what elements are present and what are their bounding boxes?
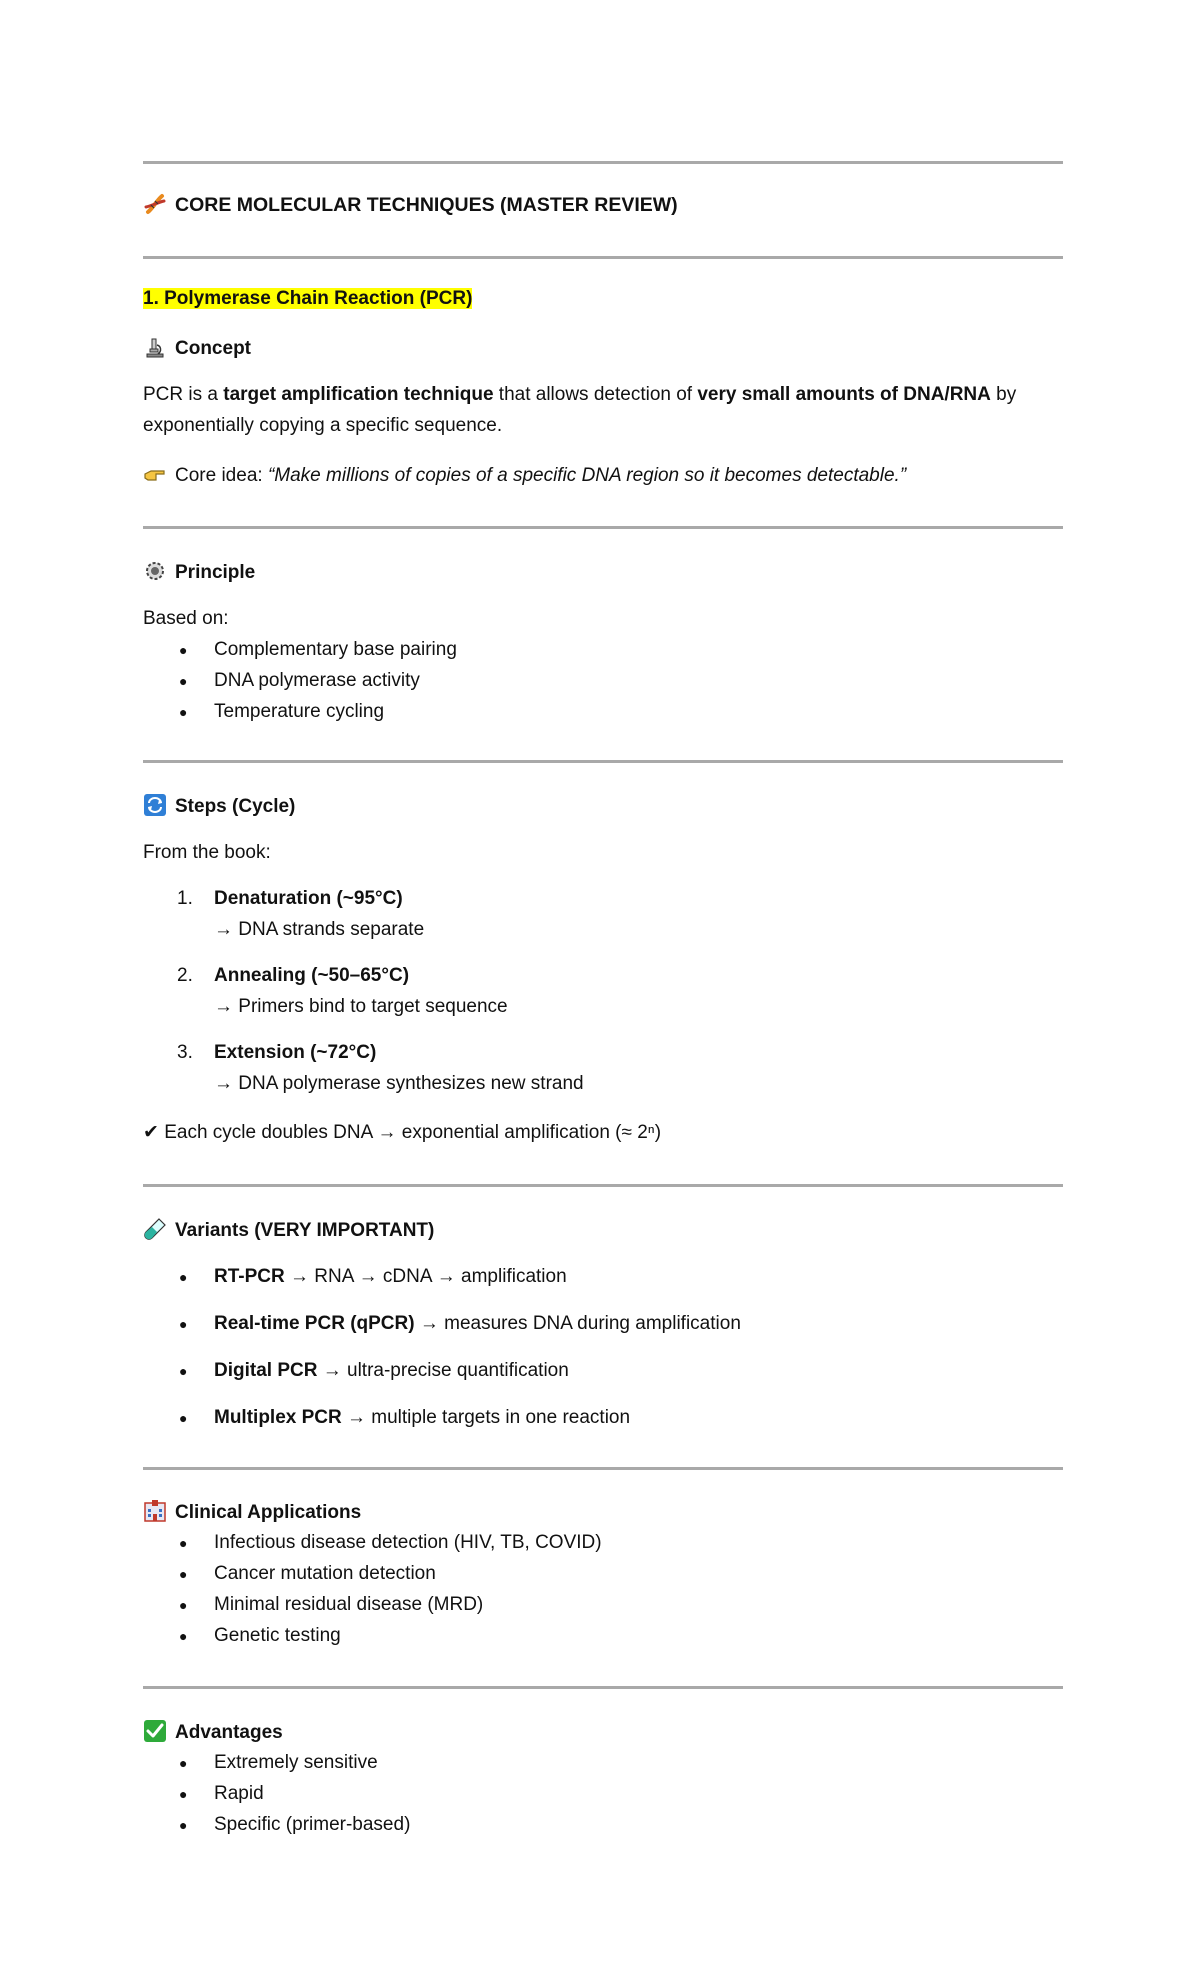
list-item: Specific (primer-based) bbox=[214, 1814, 411, 1835]
list-item: Temperature cycling bbox=[214, 701, 385, 722]
core-idea-quote: “Make millions of copies of a specific DNA region so it becomes detectable.” bbox=[267, 465, 907, 486]
core-idea bbox=[143, 462, 906, 489]
variant-name: RT-PCR bbox=[214, 1266, 285, 1287]
clinical-heading-text: Clinical Applications bbox=[175, 1502, 362, 1523]
test-tube-icon bbox=[143, 1217, 167, 1241]
principle-intro: Based on: bbox=[143, 608, 229, 629]
advantages-heading bbox=[143, 1719, 283, 1746]
text-span: that allows detection of bbox=[493, 384, 698, 405]
bullet: ● bbox=[179, 1817, 188, 1833]
list-item: Infectious disease detection (HIV, TB, COVID) bbox=[214, 1532, 602, 1553]
horizontal-rule bbox=[143, 526, 1063, 529]
concept-paragraph-line-1 bbox=[143, 382, 1016, 408]
step-detail: → DNA strands separate bbox=[214, 919, 425, 940]
bold-term: target amplification technique bbox=[223, 384, 494, 405]
bullet: ● bbox=[179, 1363, 188, 1379]
concept-heading-text: Concept bbox=[175, 338, 251, 359]
list-item bbox=[214, 1311, 741, 1337]
bullet: ● bbox=[179, 1628, 188, 1644]
microscope-icon bbox=[143, 335, 167, 359]
bold-term: very small amounts of DNA/RNA bbox=[697, 384, 991, 405]
list-item bbox=[214, 1358, 569, 1384]
horizontal-rule bbox=[143, 1686, 1063, 1689]
step-title: Extension (~72°C) bbox=[214, 1042, 377, 1063]
section-heading bbox=[143, 286, 472, 312]
horizontal-rule bbox=[143, 256, 1063, 259]
step-number: 2. bbox=[177, 965, 193, 986]
section-heading-text: 1. Polymerase Chain Reaction (PCR) bbox=[143, 288, 473, 309]
list-item bbox=[214, 1405, 630, 1431]
principle-heading-text: Principle bbox=[175, 562, 256, 583]
gear-icon bbox=[143, 559, 167, 583]
list-item: Cancer mutation detection bbox=[214, 1563, 436, 1584]
variants-heading bbox=[143, 1217, 434, 1244]
variant-name: Real-time PCR (qPCR) bbox=[214, 1313, 415, 1334]
steps-summary: ✔ Each cycle doubles DNA → exponential amplification (≈ 2ⁿ) bbox=[143, 1122, 662, 1143]
list-item: DNA polymerase activity bbox=[214, 670, 420, 691]
advantages-heading-text: Advantages bbox=[175, 1722, 283, 1743]
steps-heading-text: Steps (Cycle) bbox=[175, 796, 296, 817]
core-idea-label: Core idea: bbox=[175, 465, 268, 486]
bullet: ● bbox=[179, 1755, 188, 1771]
list-item: Rapid bbox=[214, 1783, 264, 1804]
step-number: 1. bbox=[177, 888, 193, 909]
list-item bbox=[214, 1264, 567, 1290]
bullet: ● bbox=[179, 1410, 188, 1426]
variants-heading-text: Variants (VERY IMPORTANT) bbox=[175, 1220, 435, 1241]
horizontal-rule bbox=[143, 1184, 1063, 1187]
variant-desc: → measures DNA during amplification bbox=[414, 1313, 741, 1334]
bullet: ● bbox=[179, 704, 188, 720]
bullet: ● bbox=[179, 1269, 188, 1285]
repeat-icon bbox=[143, 793, 167, 817]
bullet: ● bbox=[179, 1566, 188, 1582]
bullet: ● bbox=[179, 1316, 188, 1332]
document-title bbox=[143, 192, 678, 218]
list-item: Genetic testing bbox=[214, 1625, 341, 1646]
horizontal-rule bbox=[143, 760, 1063, 763]
variant-desc: → RNA → cDNA → amplification bbox=[284, 1266, 567, 1287]
list-item: Minimal residual disease (MRD) bbox=[214, 1594, 484, 1615]
variant-desc: → ultra-precise quantification bbox=[317, 1360, 569, 1381]
check-box-icon bbox=[143, 1719, 167, 1743]
clinical-heading bbox=[143, 1499, 361, 1526]
bullet: ● bbox=[179, 673, 188, 689]
step-detail: → Primers bind to target sequence bbox=[214, 996, 508, 1017]
text-span: by bbox=[990, 384, 1017, 405]
variant-name: Digital PCR bbox=[214, 1360, 318, 1381]
step-title: Annealing (~50–65°C) bbox=[214, 965, 410, 986]
variant-name: Multiplex PCR bbox=[214, 1407, 342, 1428]
step-number: 3. bbox=[177, 1042, 193, 1063]
horizontal-rule bbox=[143, 161, 1063, 164]
step-title: Denaturation (~95°C) bbox=[214, 888, 403, 909]
bullet: ● bbox=[179, 642, 188, 658]
list-item: Extremely sensitive bbox=[214, 1752, 378, 1773]
list-item: Complementary base pairing bbox=[214, 639, 457, 660]
steps-intro: From the book: bbox=[143, 842, 271, 863]
bullet: ● bbox=[179, 1535, 188, 1551]
text-span: PCR is a bbox=[143, 384, 224, 405]
title-text: CORE MOLECULAR TECHNIQUES (MASTER REVIEW) bbox=[175, 194, 678, 216]
bullet: ● bbox=[179, 1786, 188, 1802]
horizontal-rule bbox=[143, 1467, 1063, 1470]
bullet: ● bbox=[179, 1597, 188, 1613]
principle-heading bbox=[143, 559, 255, 586]
pointing-hand-icon bbox=[143, 462, 167, 486]
concept-paragraph-line-2: exponentially copying a specific sequence. bbox=[143, 415, 503, 436]
hospital-icon bbox=[143, 1499, 167, 1523]
steps-heading bbox=[143, 793, 295, 820]
variant-desc: → multiple targets in one reaction bbox=[341, 1407, 631, 1428]
dna-icon bbox=[143, 192, 167, 216]
step-detail: → DNA polymerase synthesizes new strand bbox=[214, 1073, 584, 1094]
concept-heading bbox=[143, 335, 251, 362]
